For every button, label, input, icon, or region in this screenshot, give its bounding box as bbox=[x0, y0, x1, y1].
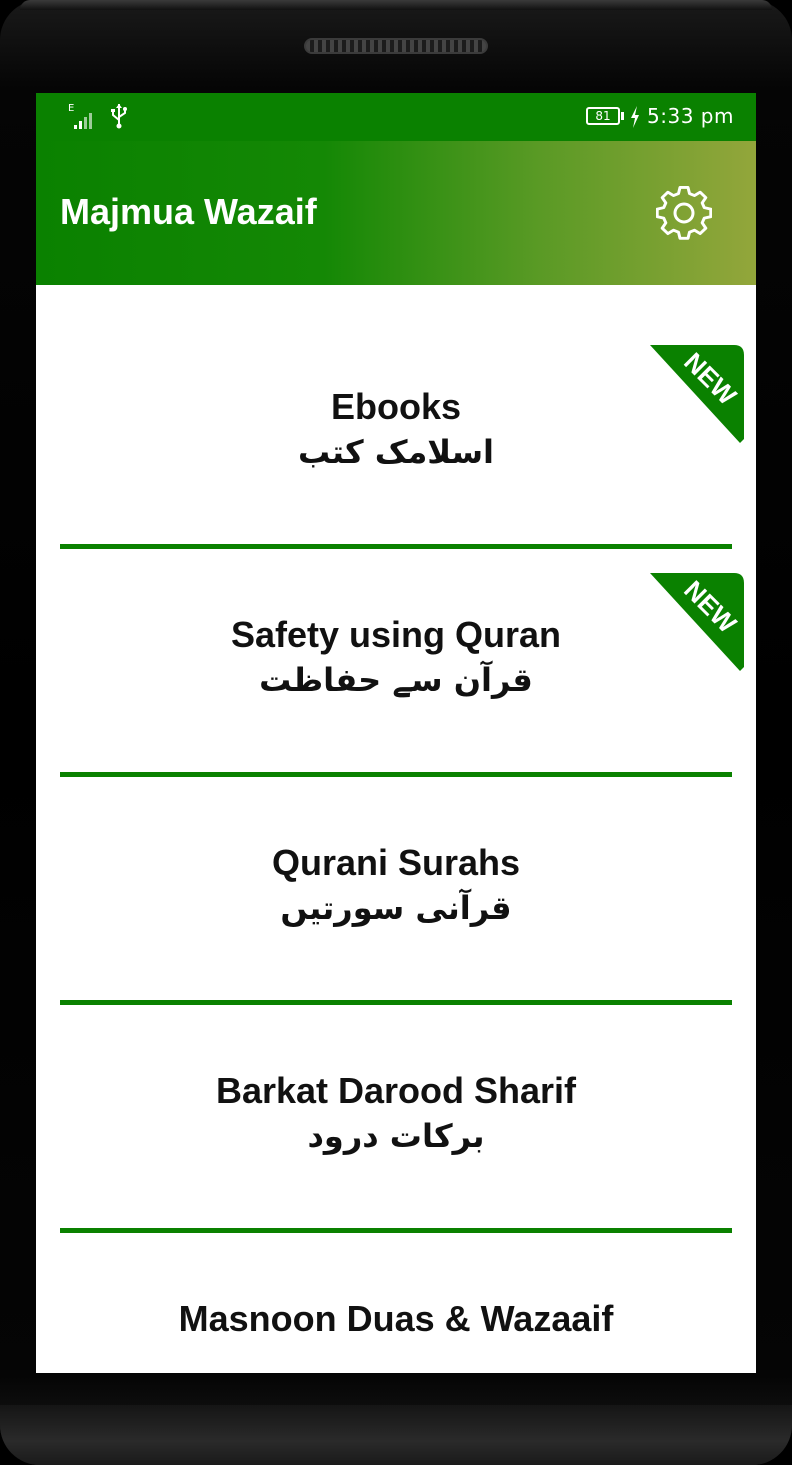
new-badge-label: NEW bbox=[678, 346, 743, 411]
menu-item-title-en: Safety using Quran bbox=[230, 614, 562, 655]
status-bar bbox=[36, 93, 756, 141]
app-screen bbox=[36, 93, 756, 1373]
status-time: 5:33 pm bbox=[647, 104, 734, 128]
phone-speaker-grille bbox=[304, 38, 488, 54]
menu-item-text bbox=[60, 1069, 732, 1159]
usb-icon bbox=[110, 103, 128, 129]
menu-item-text bbox=[60, 1297, 732, 1341]
network-type-label: E bbox=[68, 103, 75, 114]
menu-item-title-ur: قرآن سے حفاظت bbox=[259, 661, 533, 699]
menu-item-qurani-surahs[interactable] bbox=[36, 777, 756, 1005]
menu-item-title-ur: برکات درود bbox=[307, 1117, 485, 1155]
menu-item-text bbox=[60, 613, 732, 703]
menu-item-title-en: Barkat Darood Sharif bbox=[215, 1070, 577, 1111]
signal-icon bbox=[68, 105, 98, 129]
menu-item-barkat-darood-sharif[interactable] bbox=[36, 1005, 756, 1233]
new-badge bbox=[646, 573, 744, 671]
menu-item-masnoon-duas-wazaaif[interactable] bbox=[36, 1233, 756, 1373]
menu-item-text bbox=[60, 385, 732, 475]
menu-item-title-en: Qurani Surahs bbox=[271, 842, 521, 883]
menu-item-title-ur: قرآنی سورتیں bbox=[280, 889, 512, 927]
menu-item-text bbox=[60, 841, 732, 931]
menu-item-safety-using-quran[interactable] bbox=[36, 549, 756, 777]
new-badge-label: NEW bbox=[678, 574, 743, 639]
menu-item-title-en: Masnoon Duas & Wazaaif bbox=[178, 1298, 614, 1339]
menu-item-ebooks[interactable] bbox=[36, 285, 756, 513]
gear-icon[interactable] bbox=[656, 185, 712, 241]
app-title: Majmua Wazaif bbox=[60, 191, 317, 232]
battery-tip bbox=[621, 112, 624, 120]
charging-icon bbox=[630, 106, 640, 128]
battery-level: 81 bbox=[595, 109, 611, 123]
app-bar bbox=[36, 141, 756, 285]
menu-item-title-ur: اسلامک کتب bbox=[298, 433, 494, 471]
new-badge bbox=[646, 345, 744, 443]
phone-top-edge bbox=[20, 0, 772, 10]
menu-item-title-en: Ebooks bbox=[330, 386, 462, 427]
menu-list bbox=[36, 285, 756, 1339]
battery-icon bbox=[586, 107, 620, 125]
phone-bottom-bezel bbox=[0, 1405, 792, 1465]
